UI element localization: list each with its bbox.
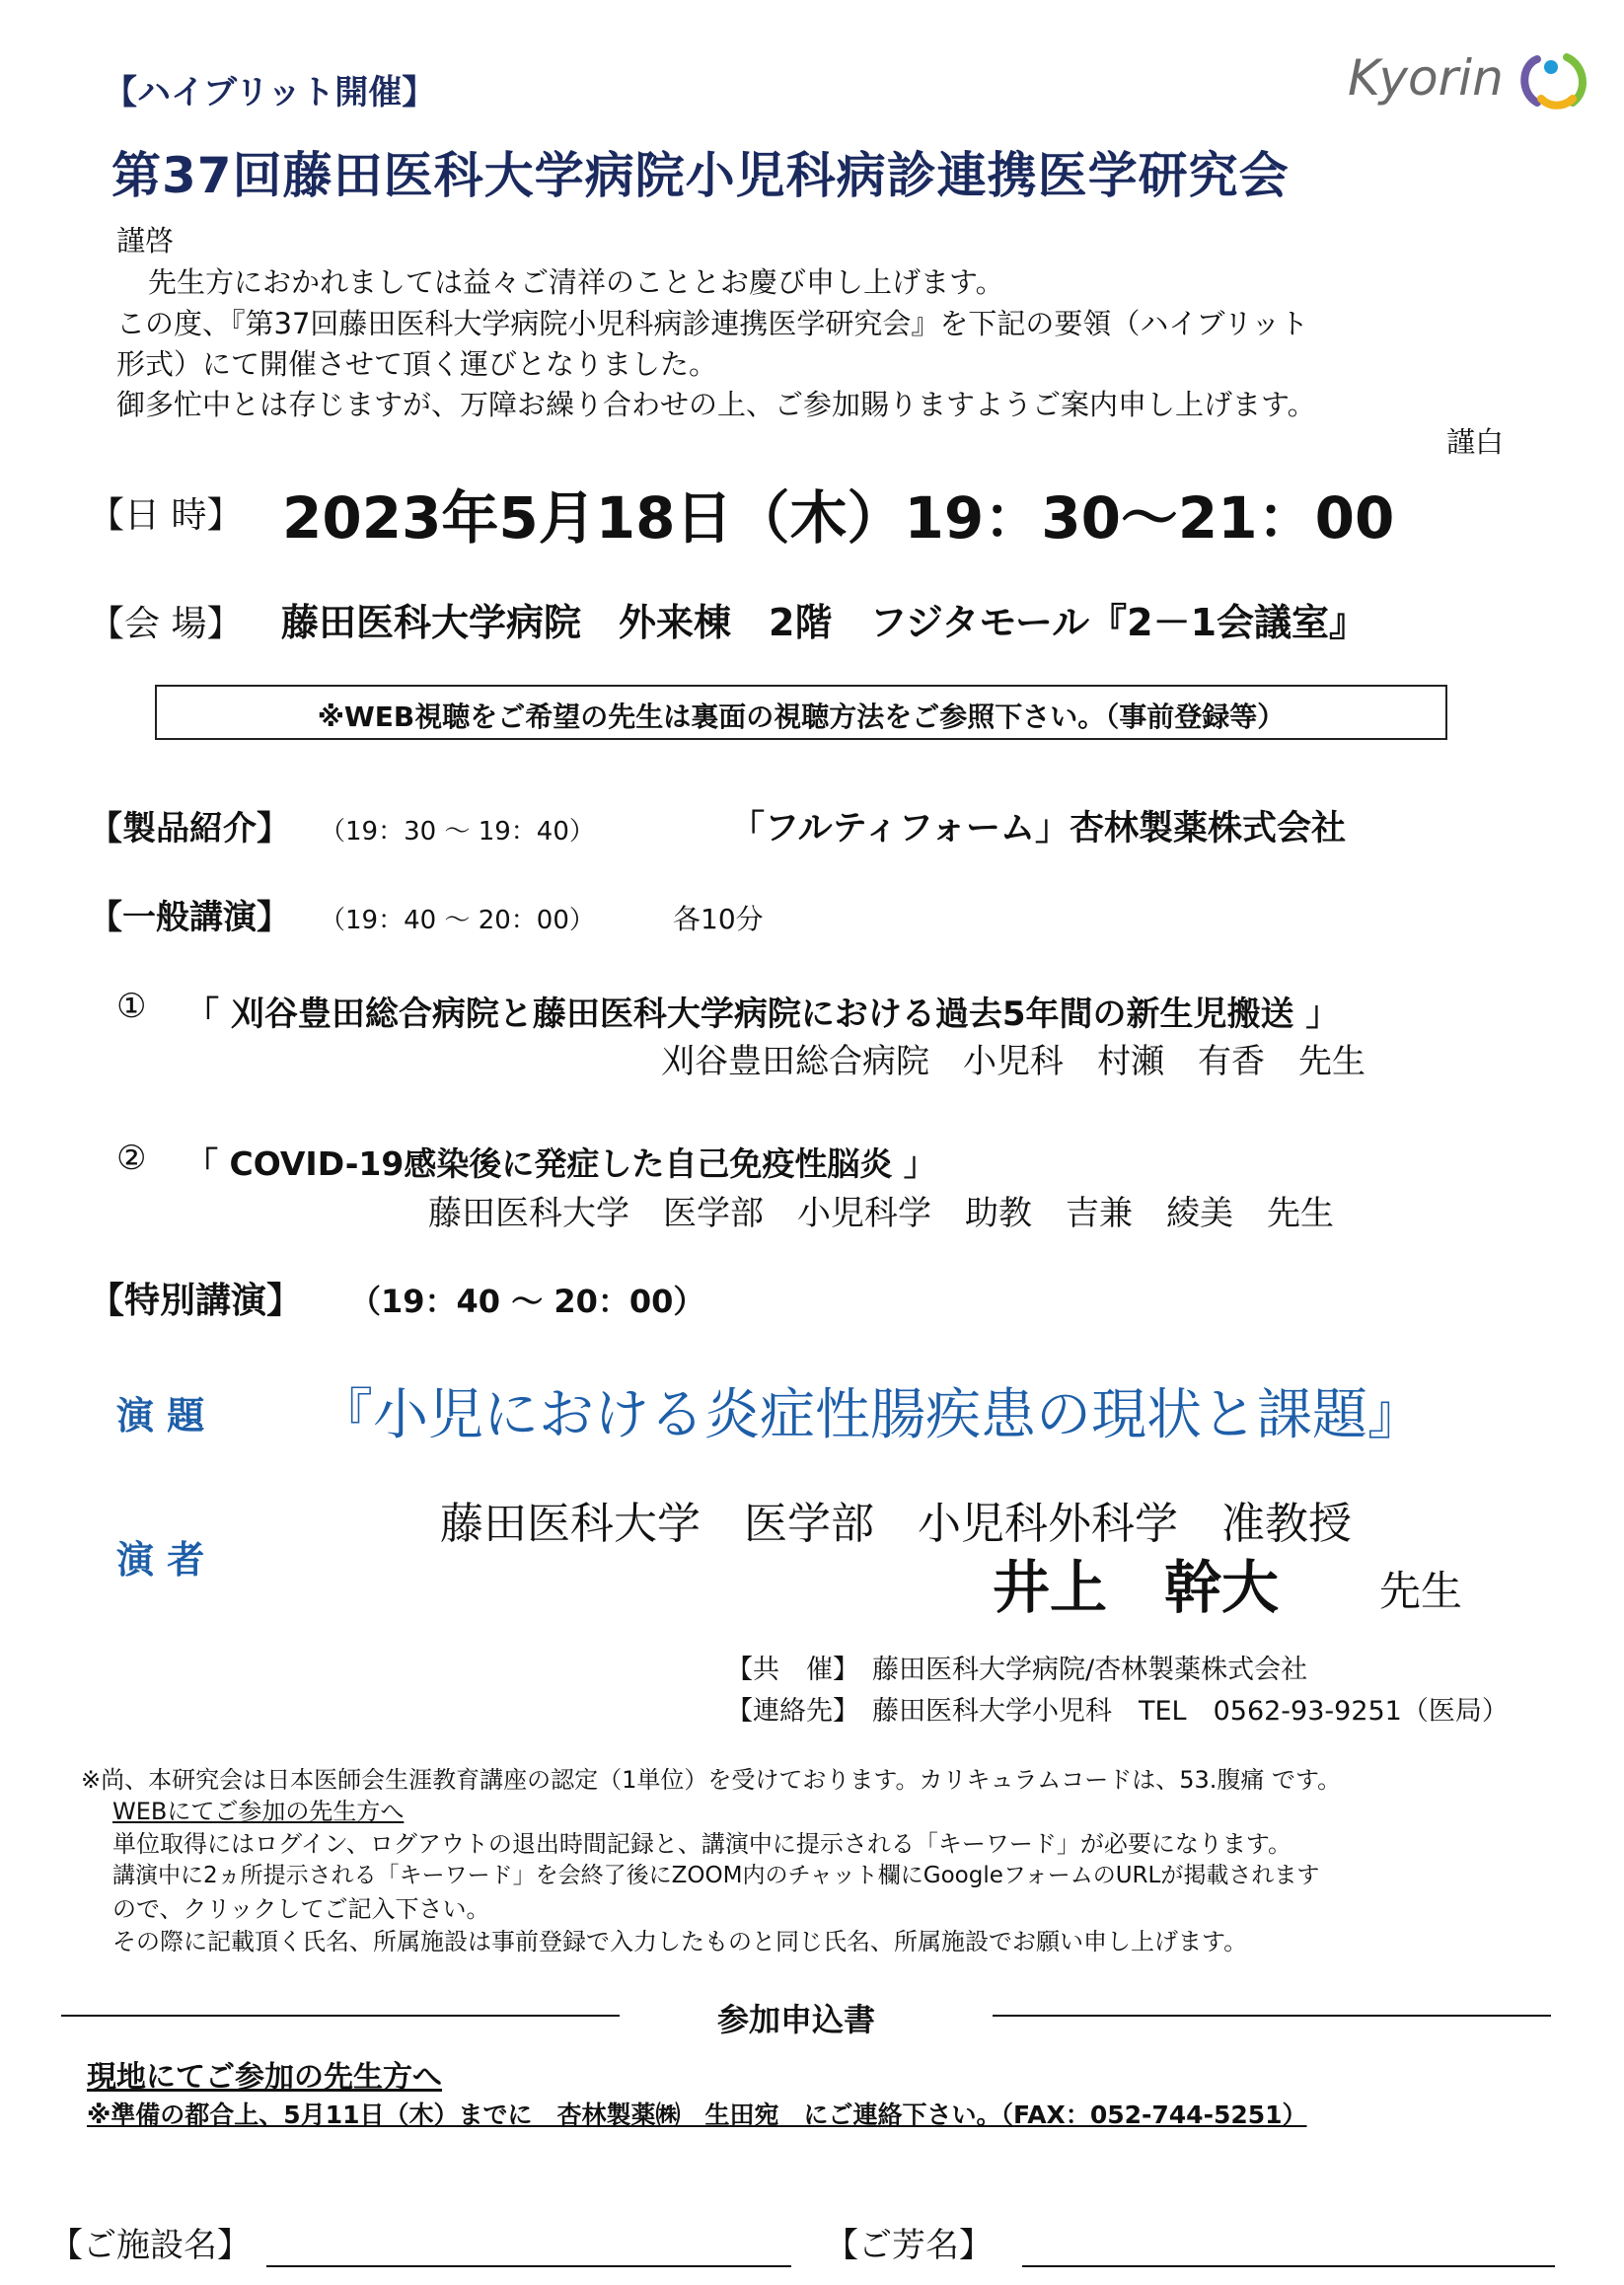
special-topic: 『小児における炎症性腸疾患の現状と課題』	[318, 1383, 1423, 1447]
facility-field[interactable]	[266, 2265, 791, 2267]
notes-line: その際に記載頂く氏名、所属施設は事前登録で入力したものと同じ氏名、所属施設でお願い申し上げます。	[112, 1928, 1248, 1955]
facility-label: 【ご施設名】	[49, 2226, 251, 2265]
hybrid-tag: 【ハイブリット開催】	[104, 73, 436, 112]
cme-note: ※尚、本研究会は日本医師会生涯教育講座の認定（1単位）を受けております。カリキュラムコードは、53.腹痛 です。	[81, 1766, 1342, 1794]
talk-title: 「 刈谷豊田総合病院と藤田医科大学病院における過去5年間の新生児搬送 」	[185, 995, 1340, 1034]
talk-speaker: 藤田医科大学 医学部 小児科学 助教 吉兼 綾美 先生	[428, 1194, 1334, 1233]
product-value: 「フルティフォーム」杏林製薬株式会社	[730, 809, 1347, 848]
notes-line: ので、クリックしてご記入下さい。	[112, 1895, 490, 1923]
greeting-line: 形式）にて開催させて頂く運びとなりました。	[116, 347, 718, 381]
talk-speaker: 刈谷豊田総合病院 小児科 村瀬 有香 先生	[661, 1042, 1366, 1081]
kyorin-logo	[1348, 49, 1504, 107]
datetime-label: 【日 時】	[89, 495, 243, 536]
datetime-value: 2023年5月18日（木）19：30～21：00	[282, 484, 1395, 552]
greeting-line: 御多忙中とは存じますが、万障お繰り合わせの上、ご参加賜りますようご案内申し上げます。	[116, 388, 1316, 421]
contact-value: 藤田医科大学小児科 TEL 0562-93-9251（医局）	[872, 1696, 1509, 1727]
notes-line: 単位取得にはログイン、ログアウトの退出時間記録と、講演中に提示される「キーワード」が必要になります。	[112, 1830, 1292, 1858]
general-label: 【一般講演】	[89, 898, 290, 937]
greeting-closing: 謹白	[1446, 425, 1505, 459]
notes-line: 講演中に2ヵ所提示される「キーワード」を会終了後にZOOM内のチャット欄にGoogleフォームのURLが掲載されます	[112, 1863, 1320, 1888]
general-time: （19：40 ～ 20：00）	[320, 906, 595, 935]
web-note-box	[155, 685, 1447, 740]
product-label: 【製品紹介】	[89, 809, 290, 848]
divider-left	[61, 2015, 620, 2017]
talk-title: 「 COVID-19感染後に発症した自己免疫性脳炎 」	[185, 1144, 936, 1183]
special-time: （19：40 ～ 20：00）	[349, 1283, 705, 1320]
logo-text: Kyorin	[1348, 49, 1504, 107]
onsite-heading: 現地にてご参加の先生方へ	[87, 2060, 442, 2095]
contact-label: 【連絡先】	[726, 1696, 859, 1727]
speaker-label: 演 者	[116, 1538, 205, 1582]
talk-number: ①	[116, 987, 147, 1026]
name-field[interactable]	[1022, 2265, 1555, 2267]
divider-right	[993, 2015, 1551, 2017]
speaker-name: 井上 幹大	[993, 1554, 1280, 1621]
special-label: 【特別講演】	[89, 1281, 303, 1321]
topic-label: 演 題	[116, 1394, 205, 1437]
co-host-label: 【共 催】	[726, 1655, 859, 1685]
greeting-line: この度、『第37回藤田医科大学病院小児科病診連携医学研究会』を下記の要領（ハイブリット	[116, 307, 1309, 340]
general-duration: 各10分	[673, 903, 764, 935]
page-title: 第37回藤田医科大学病院小児科病診連携医学研究会	[111, 147, 1290, 204]
co-host-value: 藤田医科大学病院/杏林製薬株式会社	[872, 1655, 1308, 1685]
product-time: （19：30 ～ 19：40）	[320, 817, 595, 847]
greeting-line: 先生方におかれましては益々ご清祥のこととお慶び申し上げます。	[148, 265, 1004, 299]
talk-number: ②	[116, 1139, 147, 1178]
web-note: ※WEB視聴をご希望の先生は裏面の視聴方法をご参照下さい。（事前登録等）	[317, 700, 1286, 733]
web-attendees-heading: WEBにてご参加の先生方へ	[112, 1798, 405, 1825]
name-label: 【ご芳名】	[825, 2226, 993, 2265]
kyorin-logo-icon	[1515, 41, 1594, 120]
speaker-affiliation: 藤田医科大学 医学部 小児科外科学 准教授	[440, 1499, 1352, 1549]
greeting-opening: 謹啓	[116, 224, 175, 258]
venue-value: 藤田医科大学病院 外来棟 2階 フジタモール『2－1会議室』	[281, 601, 1367, 644]
speaker-suffix: 先生	[1379, 1567, 1463, 1615]
onsite-note: ※準備の都合上、5月11日（木）までに 杏林製薬㈱ 生田宛 にご連絡下さい。（FAX：052-744-5251）	[87, 2101, 1307, 2129]
venue-label: 【会 場】	[89, 604, 243, 644]
application-heading: 参加申込書	[717, 2001, 876, 2038]
